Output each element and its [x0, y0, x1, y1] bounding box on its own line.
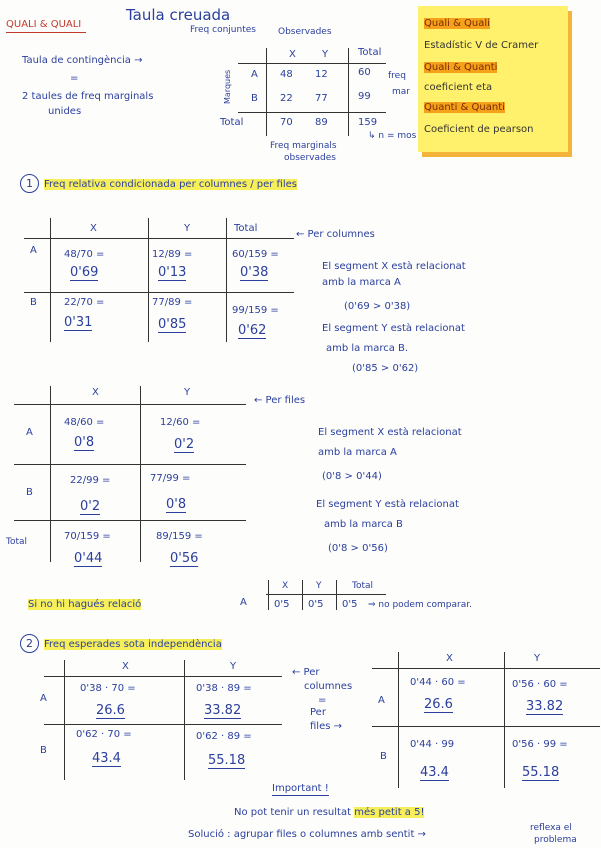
col-header: X	[122, 661, 129, 672]
obs-cell: 12	[315, 69, 328, 80]
note: El segment X està relacionat	[318, 427, 462, 438]
tag-underline	[6, 32, 86, 33]
row-label: A	[30, 245, 37, 256]
result: 26.6	[96, 703, 125, 718]
obs-row-a: A	[251, 69, 258, 80]
row-label: Total	[6, 537, 28, 547]
col-header: Y	[184, 223, 191, 234]
note: (0'8 > 0'56)	[328, 543, 388, 554]
calc: 22/99 =	[70, 475, 111, 486]
result: 33.82	[526, 699, 564, 714]
mid-label: Per	[310, 707, 326, 718]
result: 43.4	[420, 765, 449, 780]
result: 0'44	[74, 551, 103, 566]
result: 0'2	[80, 499, 101, 514]
equals-sign: =	[70, 73, 79, 84]
taula-line2: 2 taules de freq marginals	[22, 91, 154, 102]
row-label: A	[26, 427, 33, 438]
obs-cell: 60	[358, 67, 371, 78]
sticky-note	[418, 6, 568, 152]
observades-label: Observades	[278, 27, 332, 37]
note: amb la marca A	[318, 447, 397, 458]
freq-conjuntes-label: Freq conjuntes	[190, 25, 256, 35]
sticky-item: Estadístic V de Cramer	[424, 40, 539, 51]
result: 0'85	[158, 317, 187, 332]
footer-line2b: reflexa el	[530, 823, 572, 833]
obs-cell: 48	[280, 69, 293, 80]
row-label: B	[40, 745, 47, 756]
calc: 0'62 · 70 =	[76, 729, 132, 740]
freq-marg-bottom: Freq marginals	[270, 141, 337, 151]
col-header: X	[446, 653, 453, 664]
result: 55.18	[522, 765, 560, 780]
sticky-item: coeficient eta	[424, 82, 493, 93]
col-header: X	[92, 387, 99, 398]
row-label: A	[378, 695, 385, 706]
col-header: Y	[230, 661, 237, 672]
obs-cell: 22	[280, 93, 293, 104]
calc: 0'56 · 99 =	[512, 739, 568, 750]
section2-number: 2	[20, 634, 39, 653]
section1-number: 1	[20, 174, 39, 193]
sticky-item: Coeficient de pearson	[424, 124, 534, 135]
obs-col-total: Total	[358, 47, 382, 58]
note: El segment Y està relacionat	[316, 499, 459, 510]
row-label: B	[26, 487, 33, 498]
marques-label: Marques	[223, 69, 232, 104]
calc: 60/159 =	[232, 249, 279, 260]
calc: 48/70 =	[64, 249, 105, 260]
sticky-item: Quanti & Quanti	[424, 102, 505, 113]
no-relation-text: Si no hi hagués relació	[28, 599, 142, 610]
no-rel-col: X	[282, 581, 289, 591]
mid-label: =	[318, 695, 327, 706]
note: amb la marca A	[322, 277, 401, 288]
obs-cell: 89	[315, 117, 328, 128]
result: 0'8	[74, 435, 95, 450]
result: 0'38	[240, 265, 269, 280]
n-label: ↳ n = mos	[368, 131, 417, 141]
section1-title: Freq relativa condicionada per columnes / per files	[44, 179, 297, 190]
col-header: Y	[184, 387, 191, 398]
obs-col-y: Y	[322, 49, 329, 60]
obs-col-x: X	[289, 49, 296, 60]
result: 0'31	[64, 315, 93, 330]
obs-cell: 99	[358, 91, 371, 102]
obs-row-total: Total	[220, 117, 244, 128]
taula-line3: unides	[48, 106, 82, 117]
note: (0'69 > 0'38)	[344, 301, 411, 312]
calc: 89/159 =	[156, 531, 203, 542]
result: 43.4	[92, 751, 121, 766]
result: 0'13	[158, 265, 187, 280]
row-label: A	[40, 693, 47, 704]
obs-cell: 159	[358, 117, 378, 128]
obs-cell: 77	[315, 93, 328, 104]
per-files-arrow: ← Per files	[254, 395, 306, 406]
taula-line1: Taula de contingència →	[22, 55, 143, 66]
note: amb la marca B.	[326, 343, 409, 354]
freq-marg-bottom2: observades	[284, 153, 336, 163]
mid-label: columnes	[304, 681, 353, 692]
calc: 0'56 · 60 =	[512, 679, 568, 690]
result: 0'2	[174, 437, 195, 452]
calc: 0'44 · 99	[410, 739, 455, 750]
freq-marg-right: freq	[388, 71, 406, 81]
quali-quali-tag: QUALI & QUALI	[6, 19, 82, 30]
footer-line2c: problema	[534, 835, 577, 845]
calc: 12/89 =	[152, 249, 193, 260]
calc: 48/60 =	[64, 417, 105, 428]
mid-label: files →	[310, 721, 342, 732]
no-rel-val: 0'5	[308, 599, 324, 610]
calc: 0'38 · 70 =	[80, 683, 136, 694]
note: (0'8 > 0'44)	[322, 471, 382, 482]
sticky-item: Quali & Quali	[424, 18, 490, 29]
sticky-item: Quali & Quanti	[424, 62, 498, 73]
section2-title: Freq esperades sota independència	[44, 639, 222, 650]
calc: 70/159 =	[64, 531, 111, 542]
no-rel-val: 0'5	[342, 599, 358, 610]
calc: 0'38 · 89 =	[196, 683, 252, 694]
no-rel-conclusion: ⇒ no podem comparar.	[368, 600, 472, 610]
calc: 99/159 =	[232, 305, 279, 316]
footer-line1: No pot tenir un resultat més petit a 5!	[234, 807, 425, 818]
col-header: Total	[234, 223, 258, 234]
note: (0'85 > 0'62)	[352, 363, 419, 374]
no-rel-row: A	[240, 597, 247, 608]
row-label: B	[380, 751, 387, 762]
result: 26.6	[424, 697, 453, 712]
no-rel-col: Y	[316, 581, 322, 591]
row-label: B	[30, 297, 37, 308]
important-label: Important !	[272, 783, 329, 794]
freq-marg-right2: mar	[392, 87, 410, 97]
note: El segment Y està relacionat	[322, 323, 465, 334]
calc: 22/70 =	[64, 297, 105, 308]
col-header: Y	[534, 653, 541, 664]
footer-line2: Solució : agrupar files o columnes amb sentit →	[188, 829, 426, 840]
obs-row-b: B	[251, 93, 258, 104]
no-rel-val: 0'5	[274, 599, 290, 610]
obs-cell: 70	[280, 117, 293, 128]
calc: 77/99 =	[150, 473, 191, 484]
calc: 77/89 =	[152, 297, 193, 308]
per-columnes-arrow: ← Per columnes	[296, 229, 375, 240]
col-header: X	[90, 223, 97, 234]
result: 0'62	[238, 323, 267, 338]
result: 0'56	[170, 551, 199, 566]
note: amb la marca B	[324, 519, 403, 530]
no-rel-col: Total	[352, 581, 374, 591]
calc: 12/60 =	[160, 417, 201, 428]
calc: 0'62 · 89 =	[196, 731, 252, 742]
page-title: Taula creuada	[126, 6, 231, 24]
result: 55.18	[208, 753, 246, 768]
calc: 0'44 · 60 =	[410, 677, 466, 688]
result: 0'69	[70, 265, 99, 280]
result: 0'8	[166, 497, 187, 512]
note: El segment X està relacionat	[322, 261, 466, 272]
mid-label: ← Per	[292, 667, 320, 678]
result: 33.82	[204, 703, 242, 718]
